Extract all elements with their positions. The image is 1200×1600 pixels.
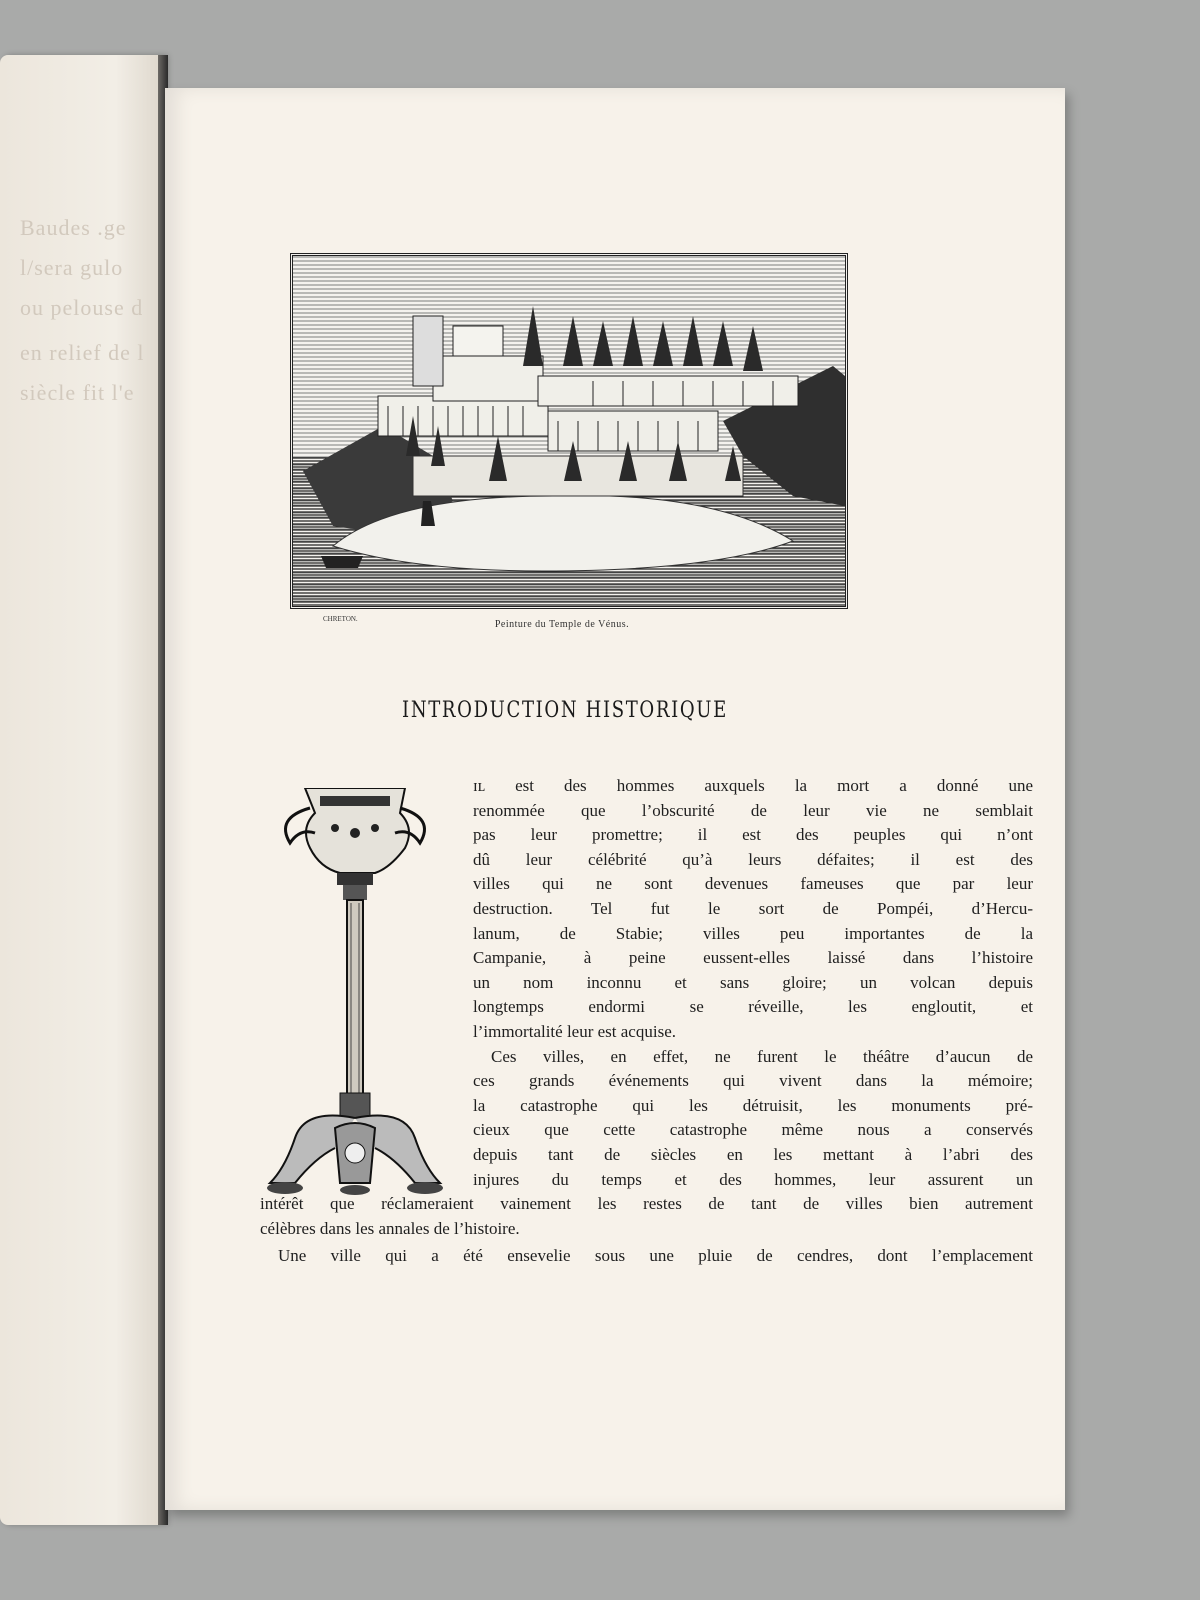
chapter-title: INTRODUCTION HISTORIQUE [402,698,728,723]
text-line: Ces villes, en effet, ne furent le théâtre d’aucun de [491,1046,1033,1066]
text-line: depuis tant de siècles en les mettant à l’abri des [473,1144,1033,1164]
full-width-text [260,1192,1033,1269]
temple-of-venus-engraving [290,253,848,609]
text-line: l’immortalité leur est acquise. [473,1021,676,1041]
bleed-through-text: l/sera gulo [20,255,124,280]
bleed-through-text: ou pelouse d [20,295,144,320]
text-line: longtemps endormi se réveille, les engloutit, et [473,997,1033,1017]
text-line: célèbres dans les annales de l’histoire. [260,1218,520,1238]
left-page [0,55,165,1525]
text-line: ɪʟ est des hommes auxquels la mort a donné une [473,776,1033,795]
text-line: ces grands événements qui vivent dans la mémoire; [473,1071,1033,1091]
text-line: injures du temps et des hommes, leur assurent un [473,1169,1033,1189]
text-line: un nom inconnu et sans gloire; un volcan depuis [473,972,1033,992]
text-line: lanum, de Stabie; villes peu importantes de la [473,923,1033,943]
book-page [165,88,1065,1510]
text-line: intérêt que réclameraient vainement les restes de tant de villes bien autrement [260,1194,1033,1213]
bleed-through-text: siècle fit l'e [20,380,135,405]
text-line: destruction. Tel fut le sort de Pompéi, d’Hercu- [473,898,1033,918]
figure-caption: Peinture du Temple de Vénus. [494,619,630,630]
text-line: Une ville qui a été ensevelie sous une pluie de cendres, dont l’emplacement [278,1246,1033,1266]
text-line: renommée que l’obscurité de leur vie ne semblait [473,800,1033,820]
text-line: pas leur promettre; il est des peuples qui n’ont [473,825,1033,845]
text-line: cieux que cette catastrophe même nous a conservés [473,1120,1033,1140]
text-line: Campanie, à peine eussent-elles laissé dans l’histoire [473,948,1033,968]
candelabrum-illustration [265,788,450,1208]
text-column-beside-illustration [473,774,1033,1192]
bleed-through-text: Baudes .ge [20,215,127,240]
text-line: la catastrophe qui les détruisit, les monuments pré- [473,1095,1033,1115]
engraver-credit: CHRETON. [323,615,358,623]
text-line: dû leur célébrité qu’à leurs défaites; il est des [473,849,1033,869]
bleed-through-text: en relief de l [20,340,145,365]
text-line: villes qui ne sont devenues fameuses que par leur [473,874,1033,894]
